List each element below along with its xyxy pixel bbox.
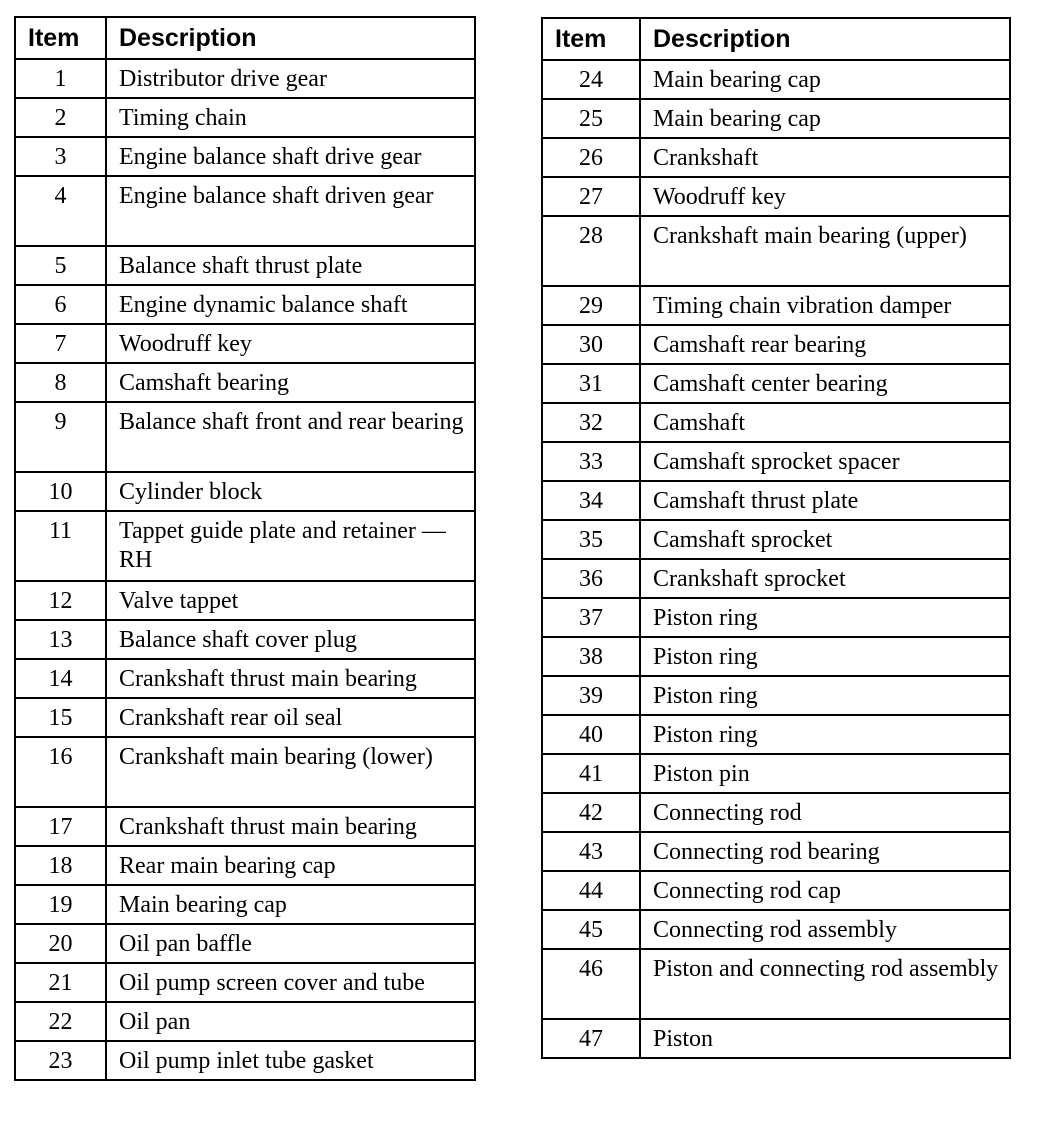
item-description: Crankshaft [640, 138, 1010, 177]
table-row [542, 481, 1010, 520]
item-number: 27 [542, 177, 640, 216]
item-number: 18 [15, 846, 106, 885]
item-number: 25 [542, 99, 640, 138]
item-description: Piston and connecting rod assembly [640, 949, 1010, 1019]
item-description: Piston pin [640, 754, 1010, 793]
item-number: 8 [15, 363, 106, 402]
table-row [542, 177, 1010, 216]
item-description: Connecting rod assembly [640, 910, 1010, 949]
item-description: Woodruff key [106, 324, 475, 363]
item-description: Tappet guide plate and retainer — RH [106, 511, 475, 581]
item-number: 47 [542, 1019, 640, 1058]
item-description: Oil pan baffle [106, 924, 475, 963]
table-row [542, 910, 1010, 949]
item-description: Balance shaft cover plug [106, 620, 475, 659]
table-row [15, 846, 475, 885]
item-description: Crankshaft sprocket [640, 559, 1010, 598]
table-row [542, 754, 1010, 793]
item-number: 23 [15, 1041, 106, 1080]
item-description: Crankshaft thrust main bearing [106, 659, 475, 698]
item-description: Piston ring [640, 598, 1010, 637]
item-number: 42 [542, 793, 640, 832]
table-row [15, 472, 475, 511]
item-description: Connecting rod bearing [640, 832, 1010, 871]
table-row [542, 286, 1010, 325]
item-number: 15 [15, 698, 106, 737]
table-row [542, 364, 1010, 403]
item-number: 7 [15, 324, 106, 363]
item-number: 37 [542, 598, 640, 637]
table-row [542, 871, 1010, 910]
item-description: Piston ring [640, 676, 1010, 715]
table-row [15, 620, 475, 659]
item-number: 20 [15, 924, 106, 963]
item-description: Engine dynamic balance shaft [106, 285, 475, 324]
item-description: Camshaft [640, 403, 1010, 442]
table-row [542, 216, 1010, 286]
table-row [542, 832, 1010, 871]
item-number: 34 [542, 481, 640, 520]
table-row [542, 949, 1010, 1019]
item-description: Camshaft center bearing [640, 364, 1010, 403]
item-number: 12 [15, 581, 106, 620]
item-number: 16 [15, 737, 106, 807]
item-description: Piston ring [640, 715, 1010, 754]
item-number: 13 [15, 620, 106, 659]
item-description: Balance shaft thrust plate [106, 246, 475, 285]
item-number: 28 [542, 216, 640, 286]
table-row [15, 1002, 475, 1041]
item-description: Camshaft sprocket spacer [640, 442, 1010, 481]
parts-table-right [541, 17, 1011, 1059]
item-number: 44 [542, 871, 640, 910]
table-row [15, 698, 475, 737]
table-row [542, 676, 1010, 715]
item-number: 22 [15, 1002, 106, 1041]
item-number: 36 [542, 559, 640, 598]
table-row [542, 520, 1010, 559]
item-description: Camshaft rear bearing [640, 325, 1010, 364]
item-description: Timing chain vibration damper [640, 286, 1010, 325]
table-row [15, 1041, 475, 1080]
table-row [542, 138, 1010, 177]
parts-table-left [14, 16, 476, 1081]
item-number: 41 [542, 754, 640, 793]
table-row [542, 325, 1010, 364]
item-number: 33 [542, 442, 640, 481]
item-number: 35 [542, 520, 640, 559]
item-number: 10 [15, 472, 106, 511]
table-row [542, 715, 1010, 754]
item-number: 46 [542, 949, 640, 1019]
table-row [15, 176, 475, 246]
table-row [542, 442, 1010, 481]
item-description: Camshaft thrust plate [640, 481, 1010, 520]
table-row [15, 807, 475, 846]
table-row [542, 793, 1010, 832]
table-row [15, 885, 475, 924]
item-number: 26 [542, 138, 640, 177]
item-description: Crankshaft main bearing (upper) [640, 216, 1010, 286]
item-description: Valve tappet [106, 581, 475, 620]
table-row [542, 60, 1010, 99]
item-number: 6 [15, 285, 106, 324]
item-description: Camshaft sprocket [640, 520, 1010, 559]
table-row [15, 98, 475, 137]
item-number: 45 [542, 910, 640, 949]
item-number: 38 [542, 637, 640, 676]
item-description: Main bearing cap [640, 60, 1010, 99]
item-column-header: Item [542, 18, 640, 60]
item-number: 21 [15, 963, 106, 1002]
item-number: 30 [542, 325, 640, 364]
item-description: Crankshaft thrust main bearing [106, 807, 475, 846]
item-description: Engine balance shaft driven gear [106, 176, 475, 246]
item-description: Cylinder block [106, 472, 475, 511]
item-number: 40 [542, 715, 640, 754]
item-description: Connecting rod cap [640, 871, 1010, 910]
item-number: 14 [15, 659, 106, 698]
item-number: 4 [15, 176, 106, 246]
item-description: Camshaft bearing [106, 363, 475, 402]
table-row [15, 59, 475, 98]
item-description: Crankshaft rear oil seal [106, 698, 475, 737]
header-row [542, 18, 1010, 60]
item-description: Balance shaft front and rear bearing [106, 402, 475, 472]
table-row [15, 285, 475, 324]
item-number: 17 [15, 807, 106, 846]
item-description: Piston [640, 1019, 1010, 1058]
table-row [15, 659, 475, 698]
item-description: Woodruff key [640, 177, 1010, 216]
item-column-header: Item [15, 17, 106, 59]
item-description: Piston ring [640, 637, 1010, 676]
header-row [15, 17, 475, 59]
table-row [15, 924, 475, 963]
item-description: Main bearing cap [106, 885, 475, 924]
table-row [542, 598, 1010, 637]
table-row [15, 581, 475, 620]
table-row [15, 963, 475, 1002]
item-description: Timing chain [106, 98, 475, 137]
table-row [542, 403, 1010, 442]
item-number: 19 [15, 885, 106, 924]
item-description: Engine balance shaft drive gear [106, 137, 475, 176]
table-row [15, 137, 475, 176]
item-number: 24 [542, 60, 640, 99]
table-row [15, 246, 475, 285]
item-description: Connecting rod [640, 793, 1010, 832]
item-description: Main bearing cap [640, 99, 1010, 138]
description-column-header: Description [106, 17, 475, 59]
item-description: Oil pump screen cover and tube [106, 963, 475, 1002]
table-row [542, 99, 1010, 138]
item-number: 43 [542, 832, 640, 871]
item-number: 32 [542, 403, 640, 442]
item-number: 1 [15, 59, 106, 98]
item-description: Oil pump inlet tube gasket [106, 1041, 475, 1080]
table-row [15, 324, 475, 363]
table-row [15, 363, 475, 402]
table-row [15, 402, 475, 472]
item-number: 39 [542, 676, 640, 715]
item-number: 29 [542, 286, 640, 325]
table-row [15, 737, 475, 807]
item-number: 3 [15, 137, 106, 176]
item-number: 31 [542, 364, 640, 403]
item-number: 9 [15, 402, 106, 472]
item-description: Oil pan [106, 1002, 475, 1041]
item-number: 5 [15, 246, 106, 285]
table-row [542, 1019, 1010, 1058]
table-row [542, 637, 1010, 676]
item-number: 2 [15, 98, 106, 137]
item-description: Crankshaft main bearing (lower) [106, 737, 475, 807]
item-description: Rear main bearing cap [106, 846, 475, 885]
table-row [15, 511, 475, 581]
table-row [542, 559, 1010, 598]
item-number: 11 [15, 511, 106, 581]
item-description: Distributor drive gear [106, 59, 475, 98]
description-column-header: Description [640, 18, 1010, 60]
